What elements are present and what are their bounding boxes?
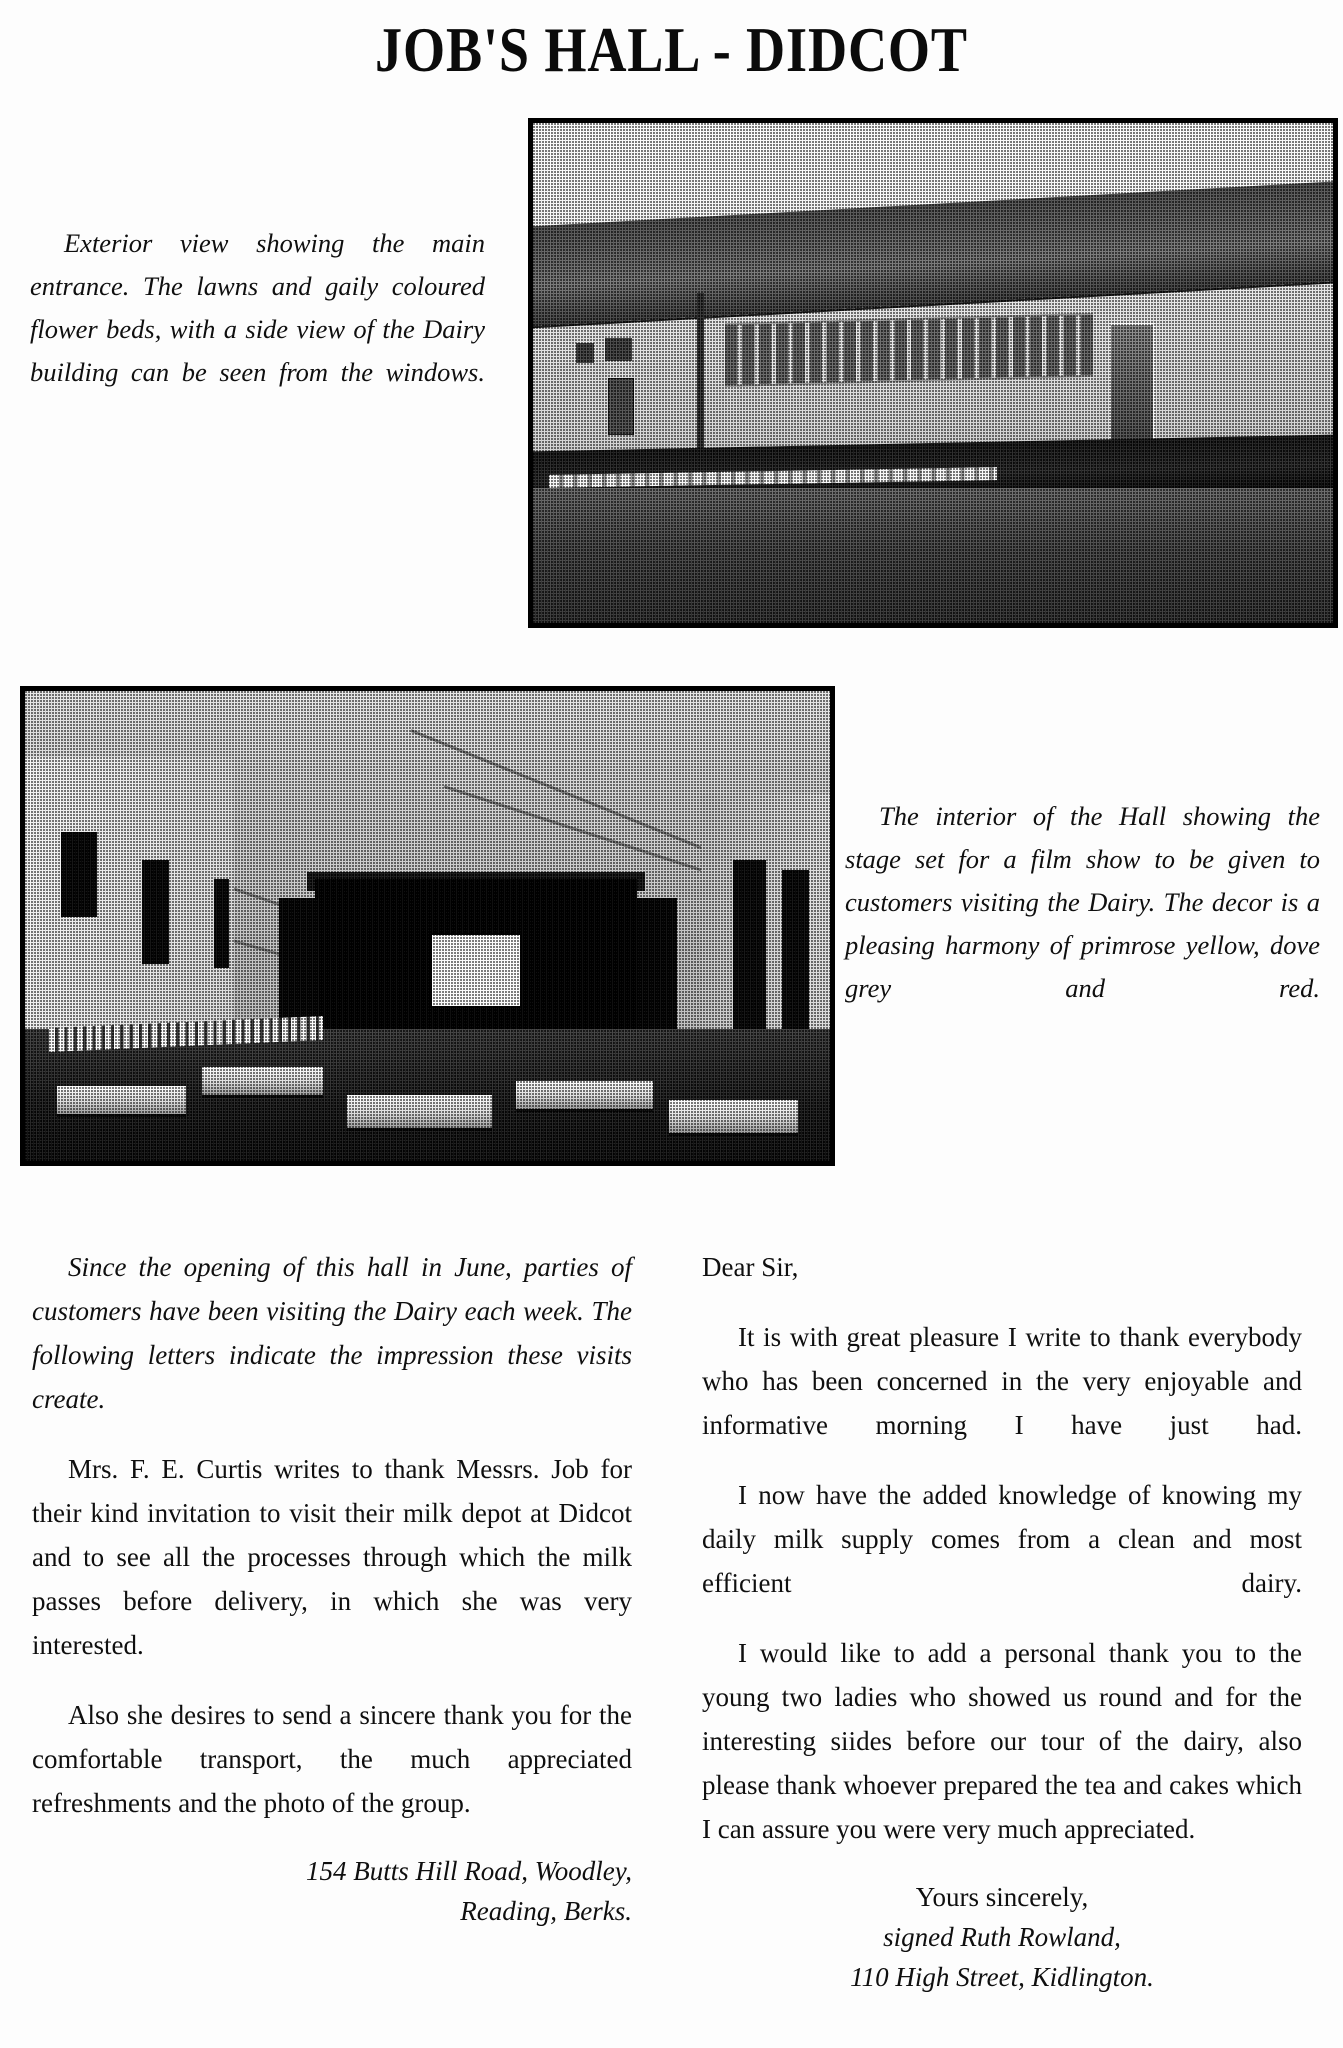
photo-table [516,1081,653,1112]
curtis-letter-paragraph-1: Mrs. F. E. Curtis writes to thank Messrs. Job for their kind invitation to visit their milk depot at Didcot and to see all the processes through which the milk passes before delivery, in which she was very interested. [32,1454,632,1660]
photo-table [669,1100,798,1136]
letter-signature: signed Ruth Rowland, [883,1922,1121,1952]
curtis-address-block [32,1851,632,1931]
curtis-letter-paragraph-2: Also she desires to send a sincere thank you for the comfortable transport, the much appreciated refreshments and the photo of the group. [32,1700,632,1818]
photo-window-band [725,313,1093,387]
photo-small-window [608,378,634,435]
letter-closing: Yours sincerely, [915,1882,1089,1912]
photo-wall-lamp [142,860,169,963]
right-text-column [702,1245,1302,1997]
photo-wall-lamp [214,879,228,968]
interior-caption-text: The interior of the Hall showing the stage set for a film show to be given to customers visiting the Dairy. The decor is a pleasing harmony of primrose yellow, dove grey and red. [845,801,1320,1003]
photo-downpipe [697,293,704,453]
rowland-address: 110 High Street, Kidlington. [850,1962,1154,1992]
rowland-letter-paragraph-2: I now have the added knowledge of knowing my daily milk supply comes from a clean and most efficient dairy. [702,1480,1302,1598]
photo-small-window [605,338,632,361]
photo-left-wall [25,757,234,1048]
left-text-column [32,1245,632,1931]
page-title: JOB'S HALL - DIDCOT [375,15,968,85]
photo-table [57,1086,186,1117]
rowland-signoff-block [702,1877,1302,1997]
photo-pillar [733,860,765,1048]
curtis-address-line-1: 154 Butts Hill Road, Woodley, [306,1856,632,1886]
exterior-photograph [528,118,1338,628]
photo-small-window [576,343,594,363]
photo-lawn [528,488,1338,628]
exterior-photo-caption [30,222,485,394]
photo-table [347,1095,492,1131]
exterior-caption-text: Exterior view showing the main entrance. The lawns and gaily coloured flower beds, with a side view of the Dairy building can be seen from the windows. [30,228,485,387]
interior-photo-caption [845,795,1320,1010]
photo-table [202,1067,323,1098]
photo-pillar [782,870,809,1039]
intro-paragraph: Since the opening of this hall in June, parties of customers have been visiting the Dairy each week. The following letters indicate the impression these visits create. [32,1252,632,1414]
photo-right-wall [701,794,830,1038]
photo-film-screen [432,935,521,1006]
rowland-letter-paragraph-1: It is with great pleasure I write to thank everybody who has been concerned in the very enjoyable and informative morning I have just had. [702,1322,1302,1440]
rowland-letter-paragraph-3: I would like to add a personal thank you to the young two ladies who showed us round and for the interesting siides before our tour of the dairy, also please thank whoever prepared the tea and cakes which I can assure you were very much appreciated. [702,1638,1302,1844]
photo-wall-lamp [61,832,97,917]
curtis-address-line-2: Reading, Berks. [460,1896,632,1926]
photo-stage-curtain [637,898,677,1048]
photo-main-entrance-door [1109,323,1155,447]
interior-photograph [20,686,835,1166]
letter-salutation: Dear Sir, [702,1252,799,1282]
